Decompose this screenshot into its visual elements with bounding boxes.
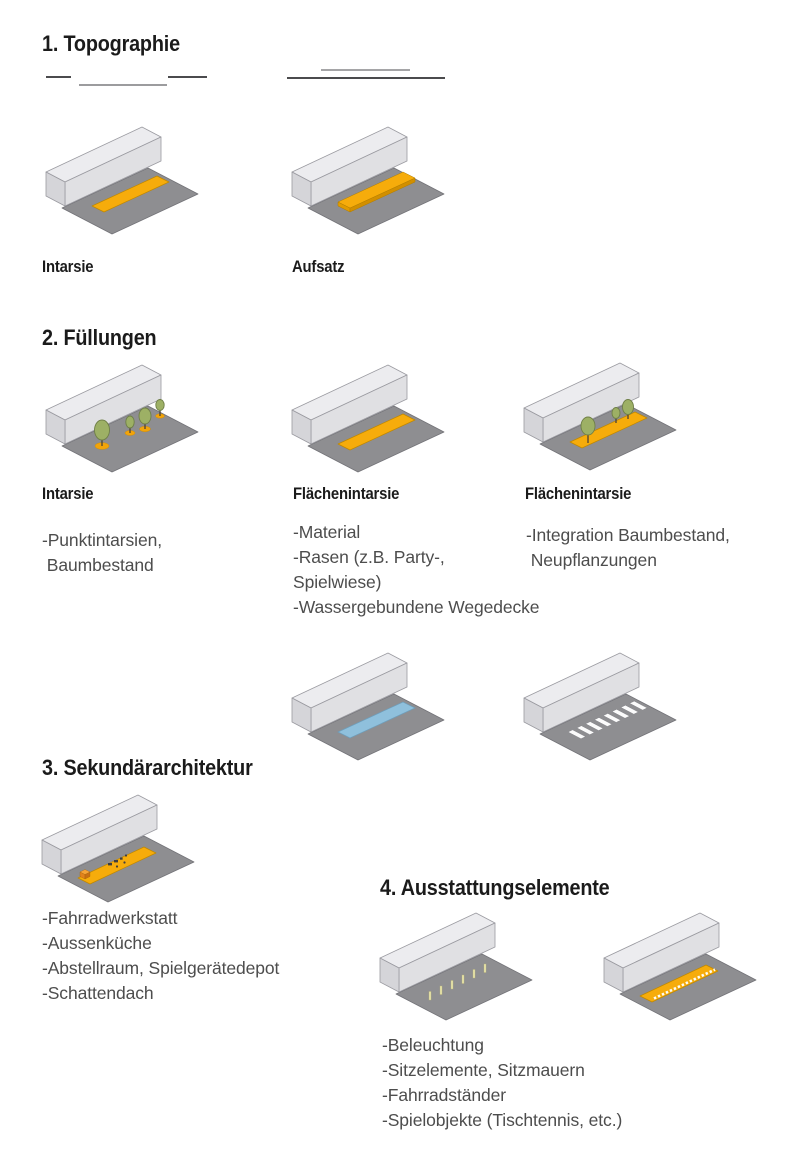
notes-ausstattungselemente xyxy=(382,1033,622,1133)
label-aufsatz: Aufsatz xyxy=(292,258,345,276)
note-line: -Punktintarsien, xyxy=(42,530,162,550)
note-line: -Fahrradwerkstatt xyxy=(42,908,178,928)
note-line: -Fahrradständer xyxy=(382,1085,506,1105)
note-line: -Rasen (z.B. Party-, xyxy=(293,547,445,567)
notes-flaechenintarsie-2 xyxy=(526,523,730,573)
note-line: -Schattendach xyxy=(42,983,154,1003)
notes-sekundaerarchitektur xyxy=(42,906,279,1006)
note-line: Neupflanzungen xyxy=(526,550,657,570)
recessed-inlay-line xyxy=(79,84,167,86)
surface-line-left xyxy=(46,76,71,78)
section-heading-topographie xyxy=(42,32,195,55)
heading-text: 1. Topographie xyxy=(42,31,180,56)
note-line: -Spielobjekte (Tischtennis, etc.) xyxy=(382,1110,623,1130)
raised-element-line xyxy=(321,69,410,71)
iso-aufsatz-raised-diagram xyxy=(284,120,454,238)
notes-intarsie xyxy=(42,528,162,578)
section-heading-fuellungen: 2. Füllungen xyxy=(42,325,157,350)
label-intarsie-2: Intarsie xyxy=(42,485,94,503)
note-line: -Sitzelemente, Sitzmauern xyxy=(382,1060,585,1080)
label-intarsie-1: Intarsie xyxy=(42,258,94,276)
iso-intarsie-inlay-diagram xyxy=(38,120,208,238)
label-flaechenintarsie-2: Flächenintarsie xyxy=(525,485,632,503)
iso-secondary-architecture-diagram xyxy=(34,788,204,906)
iso-lighting-diagram xyxy=(372,906,542,1024)
note-line: -Integration Baumbestand, xyxy=(526,525,730,545)
iso-water-inlay-diagram xyxy=(284,646,454,764)
iso-slatted-inlay-diagram xyxy=(516,646,686,764)
note-line: Spielwiese) xyxy=(293,572,382,592)
note-line: Baumbestand xyxy=(42,555,154,575)
note-line: -Material xyxy=(293,522,361,542)
notes-flaechenintarsie-1 xyxy=(293,520,539,620)
note-line: -Beleuchtung xyxy=(382,1035,484,1055)
note-line: -Aussenküche xyxy=(42,933,152,953)
section-heading-ausstattungselemente: 4. Ausstattungselemente xyxy=(380,875,610,900)
surface-line-right xyxy=(168,76,207,78)
iso-flaechenintarsie-trees-diagram xyxy=(516,356,686,474)
label-flaechenintarsie-1: Flächenintarsie xyxy=(293,485,400,503)
iso-flaechenintarsie-diagram xyxy=(284,358,454,476)
iso-point-inlays-trees-diagram xyxy=(38,358,208,476)
section-heading-sekundaerarchitektur: 3. Sekundärarchitektur xyxy=(42,755,253,780)
note-line: -Abstellraum, Spielgerätedepot xyxy=(42,958,280,978)
note-line: -Wassergebundene Wegedecke xyxy=(293,597,540,617)
surface-line xyxy=(287,77,445,79)
iso-seating-strip-diagram xyxy=(596,906,766,1024)
